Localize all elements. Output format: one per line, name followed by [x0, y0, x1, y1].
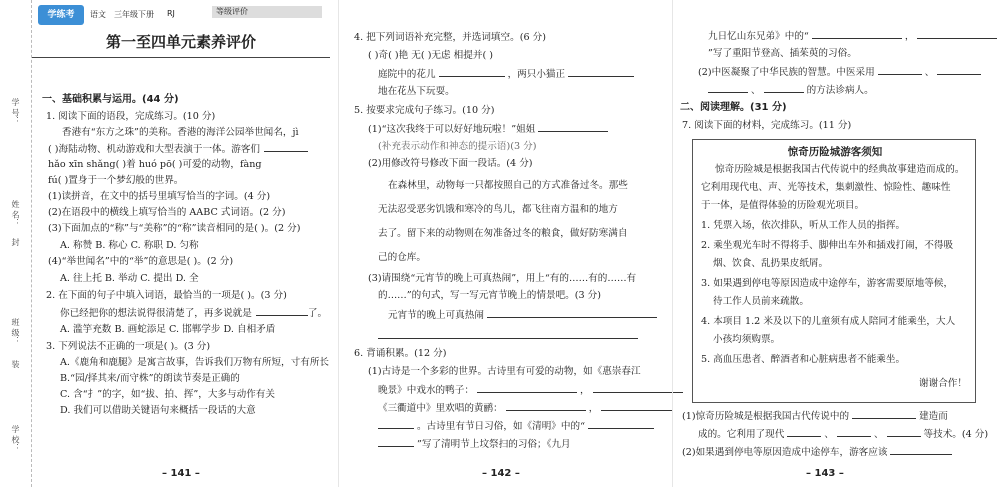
- page-143: [678, 0, 990, 487]
- q3-option-b: B.“园/择其来/而守株”的朗读节奏是正确的: [60, 373, 240, 384]
- notice-line: 它利用现代电、声、光等技术，集刺激性、惊险性、趣味性: [701, 182, 951, 193]
- q1-text-line: 香港有“东方之珠”的美称。香港的海洋公园举世闻名，jì: [62, 127, 299, 138]
- section-1-heading: 一、基础积累与运用。(44 分): [42, 94, 179, 105]
- notice-rule: 3. 如果遇到停电等原因造成中途停车，游客需要原地等候，: [701, 278, 954, 289]
- school-label: 学 校：: [11, 425, 20, 452]
- header-subject: 语文: [90, 10, 106, 19]
- q5-sub-1-hint: (补充表示动作和神态的提示语)(3 分): [378, 141, 537, 152]
- q1-sub-3-options: A. 称赞 B. 称心 C. 称职 D. 匀称: [60, 240, 199, 251]
- q5-passage-line: 去了。留下来的动物则在匆准备过冬的粮食，做好防寒满自: [378, 228, 628, 239]
- notice-line: 惊奇历险城是根据我国古代传说中的经典故事建造而成的。: [715, 164, 965, 175]
- q1-sub-2: (2)在语段中的横线上填写恰当的 AABC 式词语。(2 分): [48, 207, 286, 218]
- q5-passage-line: 无法忍受恶劣饥饿和寒冷的鸟儿，都飞往南方温和的地方: [378, 204, 618, 215]
- q1-sub-4-options: A. 往上托 B. 举动 C. 提出 D. 全: [60, 273, 199, 284]
- student-id-label: 学 号：: [11, 98, 20, 125]
- notice-box: [692, 139, 976, 403]
- grade-tag: 等级评价: [212, 6, 322, 18]
- q4-words: ( )奇( )艳 无( )无虑 相提并( ): [368, 50, 493, 61]
- page-number: – 141 –: [162, 468, 200, 479]
- q1-prompt: 1. 阅读下面的语段，完成练习。(10 分): [46, 111, 216, 122]
- section-2-heading: 二、阅读理解。(31 分): [680, 102, 787, 113]
- bind-mark: 装: [11, 360, 20, 368]
- answer-line: [378, 330, 638, 343]
- page-141: [32, 0, 330, 487]
- q6-sub-2: (2)中医凝聚了中华民族的智慧。中医采用 、: [698, 66, 981, 79]
- page-142: [348, 0, 668, 487]
- notice-rule: 4. 本项目 1.2 米及以下的儿童须有成人陪同才能乘坐，大人: [701, 316, 956, 327]
- q6-cont-line: 九日忆山东兄弟》中的“ ，: [708, 30, 997, 43]
- seal-mark: 封: [11, 238, 20, 246]
- notice-rule: 1. 凭票入场，依次排队，听从工作人员的指挥。: [701, 220, 906, 231]
- q2-sentence: 你已经把你的想法说得很清楚了，再多说就是 了。: [60, 308, 328, 319]
- q5-passage-line: 己的仓库。: [378, 252, 426, 263]
- q4-sentence-end: 地在花丛下玩耍。: [378, 86, 455, 97]
- header-grade: 三年级下册: [114, 10, 154, 19]
- q6-cont-line: ”写了重阳节登高、插茱萸的习俗。: [708, 48, 857, 59]
- q7-prompt: 7. 阅读下面的材料，完成练习。(11 分): [682, 120, 852, 131]
- q6-sub-1-line: 。古诗里有节日习俗，如《清明》中的“: [378, 420, 654, 433]
- q6-sub-1: (1)古诗是一个多彩的世界。古诗里有可爱的动物，如《惠崇春江: [368, 366, 641, 377]
- q5-sub-1: (1)“这次我终于可以好好地玩啦！”姐姐: [368, 123, 608, 136]
- q3-option-d: D. 我们可以借助关键语句来概括一段话的大意: [60, 405, 256, 416]
- q1-text-line: fú( )置身于一个梦幻般的世界。: [48, 175, 184, 186]
- q7-sub-1-cont: 成的。它利用了现代 、 、 等技术。(4 分): [698, 429, 989, 440]
- name-label: 姓 名：: [11, 200, 20, 227]
- binding-margin: [0, 0, 32, 487]
- q1-sub-1: (1)读拼音，在文中的括号里填写恰当的字词。(4 分): [48, 191, 271, 202]
- q2-options: A. 滥竽充数 B. 画蛇添足 C. 邯郸学步 D. 自相矛盾: [60, 324, 276, 335]
- q3-option-a: A.《鹿角和鹿腿》是寓言故事，告诉我们万物有所短，寸有所长: [60, 357, 330, 368]
- q1-text-line: ( )海陆动物、机动游戏和大型表演于一体。游客们: [48, 143, 308, 156]
- q6-sub-1-line: 晚景》中戏水的鸭子： ，: [378, 384, 683, 397]
- brand-logo: 学练考: [38, 5, 84, 25]
- notice-rule-cont: 小孩均须购票。: [713, 334, 781, 345]
- q7-sub-1: (1)惊奇历险城是根据我国古代传说中的 建造而: [682, 411, 948, 422]
- notice-rule: 5. 高血压患者、醉酒者和心脏病患者不能乘坐。: [701, 354, 906, 365]
- q5-sub-3: (3)请围绕“元宵节的晚上可真热闹”，用上“有的……有的……有: [368, 273, 637, 284]
- q6-sub-1-line: ”写了清明节上坟祭扫的习俗；《九月: [378, 438, 571, 451]
- q1-sub-3: (3)下面加点的“称”与“美称”的“称”读音相同的是( )。(2 分): [48, 223, 301, 234]
- q5-sub-2: (2)用修改符号修改下面一段话。(4 分): [368, 158, 533, 169]
- q1-sub-4: (4)“举世闻名”中的“举”的意思是( )。(2 分): [48, 256, 234, 267]
- notice-rule: 2. 乘坐观光车时不得将手、脚伸出车外和插戏打闹，不得吸: [701, 240, 954, 251]
- page-number: – 143 –: [806, 468, 844, 479]
- q6-sub-1-line: 《三衢道中》里欢唱的黄鹂： ，: [378, 402, 673, 415]
- q6-prompt: 6. 背诵积累。(12 分): [354, 348, 447, 359]
- notice-rule-cont: 待工作人员前来疏散。: [713, 296, 809, 307]
- q5-sub-3-answer: 元宵节的晚上可真热闹: [388, 309, 657, 322]
- q7-sub-2: (2)如果遇到停电等原因造成中途停车，游客应该: [682, 446, 952, 459]
- q1-text-line: hǎo xīn shǎng( )着 huó pō( )可爱的动物，fàng: [48, 159, 262, 170]
- page-number: – 142 –: [482, 468, 520, 479]
- notice-rule-cont: 烟、饮食、乱扔果皮纸屑。: [713, 258, 829, 269]
- notice-line: 于一体，是值得体验的历险观光项目。: [701, 200, 865, 211]
- notice-title: 惊奇历险城游客须知: [787, 146, 883, 158]
- page-title: 第一至四单元素养评价: [105, 33, 256, 51]
- q4-sentence: 庭院中的花儿 ，两只小猫正: [378, 68, 634, 81]
- q5-sub-3-cont: 的……”的句式，写一写元宵节晚上的情景吧。(3 分): [378, 290, 602, 301]
- header-edition: RJ: [167, 9, 175, 18]
- page-seam: [672, 0, 673, 487]
- title-rule: [32, 57, 330, 58]
- q5-prompt: 5. 按要求完成句子练习。(10 分): [354, 105, 495, 116]
- q3-prompt: 3. 下列说法不正确的一项是( )。(3 分): [46, 341, 211, 352]
- q2-prompt: 2. 在下面的句子中填入词语，最恰当的一项是( )。(3 分): [46, 290, 287, 301]
- q4-prompt: 4. 把下列词语补充完整，并选词填空。(6 分): [354, 32, 546, 43]
- q3-option-c: C. 含“扌”的字，如“拔、拍、挥”，大多与动作有关: [60, 389, 275, 400]
- q5-passage-line: 在森林里，动物每一只都按照自己的方式准备过冬。那些: [388, 180, 628, 191]
- page-seam: [338, 0, 339, 487]
- q6-sub-2-cont: 、 的方法诊病人。: [708, 84, 874, 97]
- class-label: 班 级：: [11, 318, 20, 345]
- notice-thanks: 谢谢合作！: [919, 378, 967, 389]
